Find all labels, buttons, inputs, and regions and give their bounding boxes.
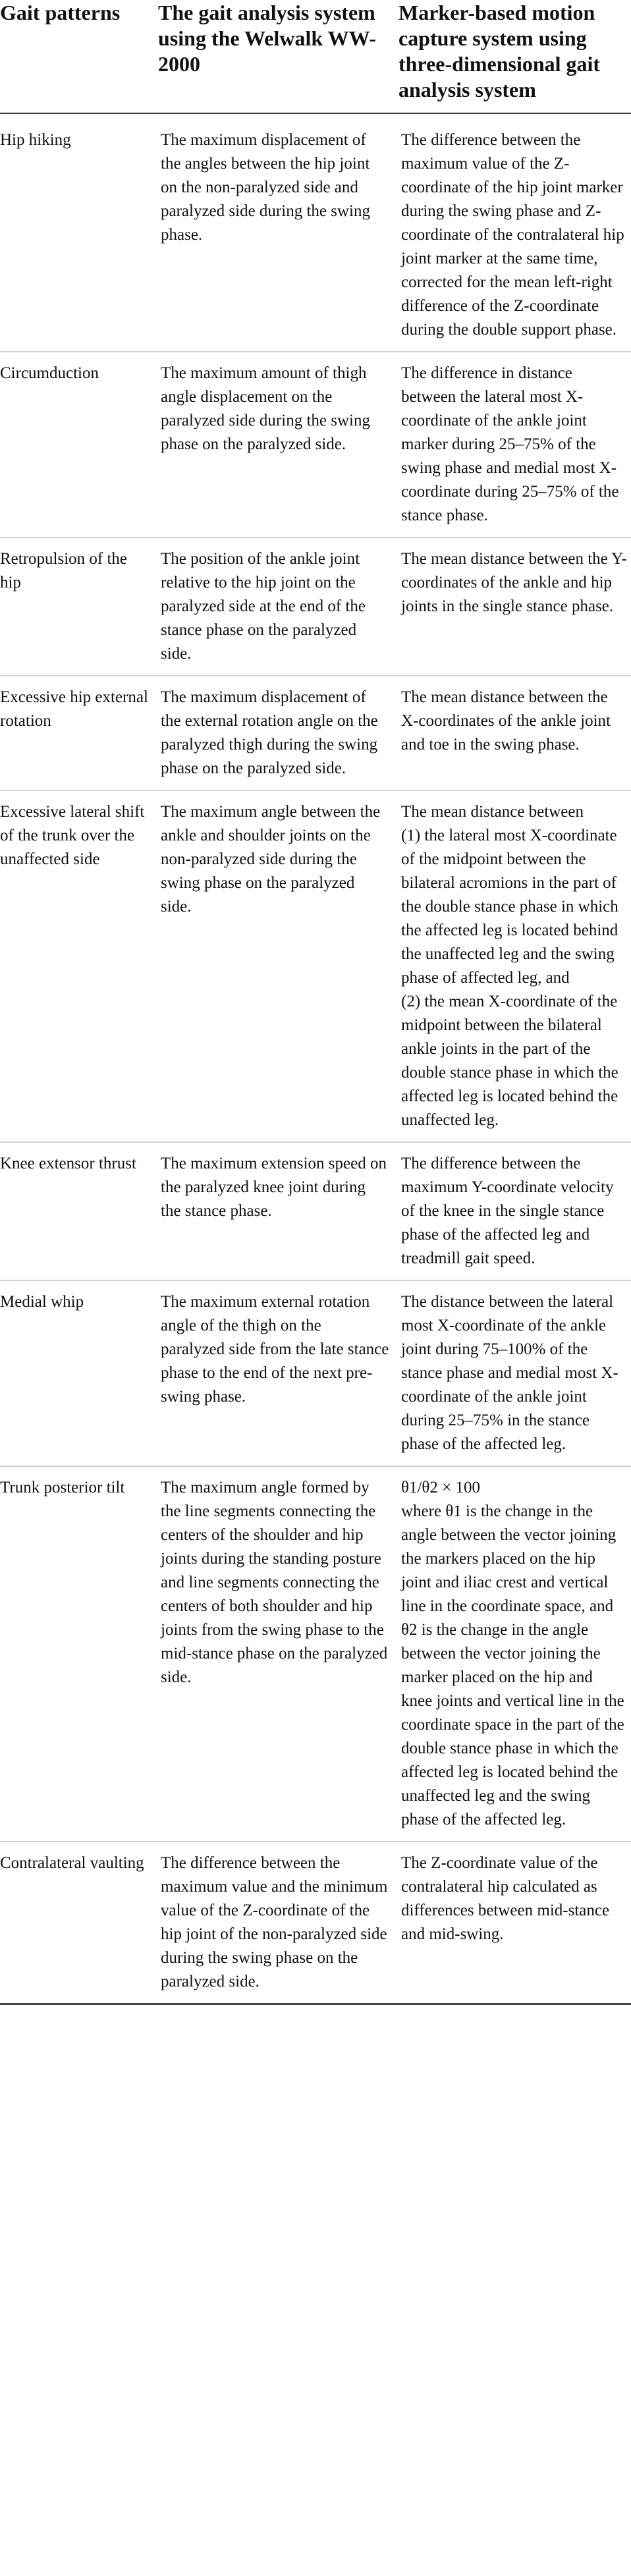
cell-text: The difference between the maximum Y-coordinate velocity of the knee in the single stance phase of the affected leg and treadmill gait speed. bbox=[401, 1155, 614, 1267]
cell-text: The maximum extension speed on the paralyzed knee joint during the stance phase. bbox=[161, 1155, 387, 1220]
cell-text: Contralateral vaulting bbox=[0, 1854, 144, 1872]
cell-marker-definition bbox=[398, 1842, 631, 2004]
table-row-contralateral-vaulting bbox=[0, 1842, 631, 2004]
cell-marker-definition bbox=[398, 1280, 631, 1466]
table-row-circumduction bbox=[0, 352, 631, 537]
cell-text: The maximum displacement of the angles between the hip joint on the non-paralyzed side and paralyzed side during the swing phase. bbox=[161, 131, 370, 244]
table-row-knee-extensor-thrust bbox=[0, 1142, 631, 1280]
cell-text: The distance between the lateral most X-coordinate of the ankle joint during 75–100% of the stance phase and medial most X-coordinate of the ankle joint during 25–75% in the stance phase of the affected leg. bbox=[401, 1293, 618, 1453]
cell-marker-definition bbox=[398, 790, 631, 1142]
cell-welwalk-definition bbox=[158, 1842, 398, 2004]
cell-gait-pattern bbox=[0, 113, 158, 352]
cell-text: Excessive lateral shift of the trunk over the unaffected side bbox=[0, 803, 145, 868]
cell-text: The mean distance between the Y-coordinates of the ankle and hip joints in the single stance phase. bbox=[401, 550, 627, 615]
cell-text: Circumduction bbox=[0, 364, 99, 382]
cell-gait-pattern bbox=[0, 1466, 158, 1842]
cell-gait-pattern bbox=[0, 1142, 158, 1280]
cell-text: The difference between the maximum value and the minimum value of the Z-coordinate of the hip joint of the non-paralyzed side during the swing phase on the paralyzed side. bbox=[161, 1854, 388, 1990]
cell-gait-pattern bbox=[0, 352, 158, 537]
cell-text: Excessive hip external rotation bbox=[0, 688, 148, 730]
table-body bbox=[0, 113, 631, 2004]
header-gait-patterns: Gait patterns bbox=[0, 0, 158, 113]
cell-text: The maximum displacement of the external rotation angle on the paralyzed thigh during the swing phase on the paralyzed side. bbox=[161, 688, 378, 777]
cell-welwalk-definition bbox=[158, 352, 398, 537]
cell-text: Medial whip bbox=[0, 1293, 84, 1311]
cell-gait-pattern bbox=[0, 790, 158, 1142]
cell-text: The position of the ankle joint relative to the hip joint on the paralyzed side at the end of the stance phase on the paralyzed side. bbox=[161, 550, 366, 663]
cell-text: The maximum external rotation angle of the thigh on the paralyzed side from the late stance phase to the end of the next pre-swing phase. bbox=[161, 1293, 389, 1406]
cell-text: The difference between the maximum value of the Z-coordinate of the hip joint marker during the swing phase and Z-coordinate of the contralateral hip joint marker at the same time, corrected for the mean left-right difference of the Z-coordinate during the double support phase. bbox=[401, 131, 624, 339]
table-row-excessive-hip-external-rotation bbox=[0, 676, 631, 790]
cell-marker-definition bbox=[398, 676, 631, 790]
cell-text: Knee extensor thrust bbox=[0, 1155, 136, 1172]
cell-text: Retropulsion of the hip bbox=[0, 550, 128, 591]
cell-welwalk-definition bbox=[158, 1142, 398, 1280]
table-row-excessive-lateral-shift bbox=[0, 790, 631, 1142]
table-row-trunk-posterior-tilt bbox=[0, 1466, 631, 1842]
cell-text: θ1/θ2 × 100 where θ1 is the change in the angle between the vector joining the markers placed on the hip joint and iliac crest and vertical line in the coordinate space, and θ2 is the change in the angle between the vector joining the marker placed on the hip and knee joints and vertical line in the coordinate space in the part of the double stance phase in which the affected leg is located behind the unaffected leg and the swing phase of the affected leg. bbox=[401, 1479, 624, 1828]
table-header bbox=[0, 0, 631, 113]
table-row-hip-hiking bbox=[0, 113, 631, 352]
cell-gait-pattern bbox=[0, 1842, 158, 2004]
cell-welwalk-definition bbox=[158, 1280, 398, 1466]
cell-welwalk-definition bbox=[158, 790, 398, 1142]
header-marker-based-system: Marker-based motion capture system using three-dimensional gait analysis system bbox=[398, 0, 631, 113]
cell-text: The maximum angle between the ankle and shoulder joints on the non-paralyzed side during the swing phase on the paralyzed side. bbox=[161, 803, 381, 916]
cell-text: Hip hiking bbox=[0, 131, 71, 149]
cell-gait-pattern bbox=[0, 676, 158, 790]
cell-text: The mean distance between (1) the lateral most X-coordinate of the midpoint between the bilateral acromions in the part of the double stance phase in which the affected leg is located behind the unaffected leg and the swing phase of affected leg, and (2) the mean X-coordinate of the midpoint between the bilateral ankle joints in the part of the double stance phase in which the affected leg is located behind the unaffected leg. bbox=[401, 803, 618, 1129]
cell-text: The Z-coordinate value of the contralateral hip calculated as differences between mid-stance and mid-swing. bbox=[401, 1854, 610, 1943]
cell-gait-pattern bbox=[0, 1280, 158, 1466]
cell-marker-definition bbox=[398, 537, 631, 676]
cell-text: The difference in distance between the lateral most X-coordinate of the ankle joint marker during 25–75% of the swing phase and medial most X-coordinate during 25–75% of the stance phase. bbox=[401, 364, 619, 524]
header-welwalk-system: The gait analysis system using the Welwalk WW-2000 bbox=[158, 0, 398, 113]
cell-welwalk-definition bbox=[158, 676, 398, 790]
cell-welwalk-definition bbox=[158, 113, 398, 352]
table-row-medial-whip bbox=[0, 1280, 631, 1466]
cell-marker-definition bbox=[398, 113, 631, 352]
cell-welwalk-definition bbox=[158, 1466, 398, 1842]
table-row-retropulsion-of-hip bbox=[0, 537, 631, 676]
cell-welwalk-definition bbox=[158, 537, 398, 676]
cell-text: The maximum amount of thigh angle displacement on the paralyzed side during the swing phase on the paralyzed side. bbox=[161, 364, 370, 453]
header-row bbox=[0, 0, 631, 113]
cell-text: Trunk posterior tilt bbox=[0, 1479, 125, 1496]
cell-text: The maximum angle formed by the line segments connecting the centers of the shoulder and hip joints during the standing posture and line segments connecting the centers of both shoulder and hip joints from the swing phase to the mid-stance phase on the paralyzed side. bbox=[161, 1479, 388, 1686]
cell-text: The mean distance between the X-coordinates of the ankle joint and toe in the swing phase. bbox=[401, 688, 611, 754]
cell-gait-pattern bbox=[0, 537, 158, 676]
cell-marker-definition bbox=[398, 352, 631, 537]
cell-marker-definition bbox=[398, 1466, 631, 1842]
cell-marker-definition bbox=[398, 1142, 631, 1280]
